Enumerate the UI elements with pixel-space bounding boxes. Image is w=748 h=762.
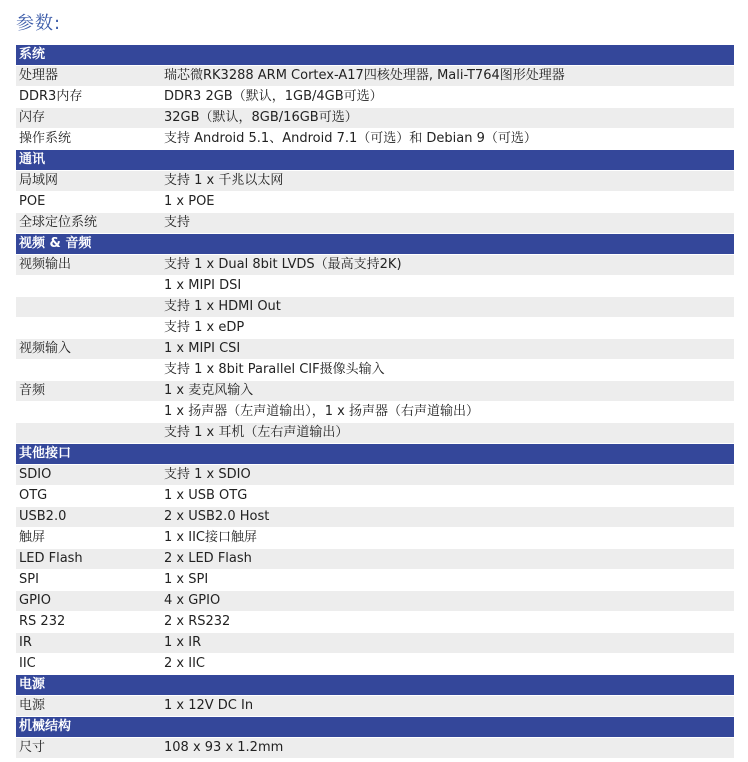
spec-key: OTG [19, 488, 48, 503]
spec-key: USB2.0 [19, 509, 67, 524]
spec-value: 支持 1 x Dual 8bit LVDS（最高支持2K) [164, 257, 402, 272]
spec-value: 1 x 扬声器（左声道输出），1 x 扬声器（右声道输出） [164, 404, 479, 419]
spec-value: 支持 1 x 耳机（左右声道输出） [164, 425, 349, 440]
spec-key: POE [19, 194, 46, 209]
spec-value: 1 x MIPI CSI [164, 341, 241, 356]
section-header: 电源 [16, 675, 734, 696]
table-row [16, 507, 734, 528]
spec-value: 1 x MIPI DSI [164, 278, 242, 293]
section-header: 机械结构 [16, 717, 734, 738]
spec-value: 1 x IIC接口触屏 [164, 530, 257, 545]
spec-key: 触屏 [19, 530, 46, 545]
spec-value: 1 x 麦克风输入 [164, 383, 254, 398]
spec-value: 1 x USB OTG [164, 488, 248, 503]
spec-value: 2 x LED Flash [164, 551, 252, 566]
section-header: 其他接口 [16, 444, 734, 465]
table-row [16, 486, 734, 507]
spec-value: 支持 1 x eDP [164, 320, 245, 335]
table-row [16, 192, 734, 213]
spec-value: 2 x IIC [164, 656, 205, 671]
table-row [16, 318, 734, 339]
spec-key: RS 232 [19, 614, 66, 629]
table-row [16, 360, 734, 381]
spec-value: 支持 [164, 215, 191, 230]
table-row [16, 402, 734, 423]
table-row [16, 171, 734, 192]
table-row [16, 738, 734, 759]
section-header: 系统 [16, 45, 734, 66]
table-row [16, 465, 734, 486]
spec-value: 1 x POE [164, 194, 215, 209]
table-row [16, 612, 734, 633]
spec-value: 支持 1 x 8bit Parallel CIF摄像头输入 [164, 362, 385, 377]
table-row [16, 66, 734, 87]
spec-value: DDR3 2GB（默认，1GB/4GB可选） [164, 89, 383, 104]
spec-value: 108 x 93 x 1.2mm [164, 740, 284, 755]
table-row [16, 633, 734, 654]
spec-key: 视频输入 [19, 341, 72, 356]
spec-value: 1 x SPI [164, 572, 209, 587]
table-row [16, 276, 734, 297]
spec-key: 闪存 [19, 110, 46, 125]
spec-key: 操作系统 [19, 131, 72, 146]
spec-value: 支持 1 x SDIO [164, 467, 251, 482]
table-row [16, 213, 734, 234]
table-row [16, 129, 734, 150]
spec-value: 瑞芯微RK3288 ARM Cortex-A17四核处理器, Mali-T764图形处理器 [164, 68, 565, 83]
spec-table [16, 45, 734, 759]
spec-key: SDIO [19, 467, 52, 482]
section-header: 通讯 [16, 150, 734, 171]
spec-value: 支持 1 x 千兆以太网 [164, 173, 284, 188]
spec-value: 2 x USB2.0 Host [164, 509, 270, 524]
table-row [16, 339, 734, 360]
table-row [16, 654, 734, 675]
spec-key: GPIO [19, 593, 51, 608]
spec-key: SPI [19, 572, 39, 587]
spec-key: 局域网 [19, 173, 59, 188]
spec-key: IIC [19, 656, 36, 671]
spec-value: 4 x GPIO [164, 593, 221, 608]
table-row [16, 549, 734, 570]
spec-value: 1 x 12V DC In [164, 698, 254, 713]
table-row [16, 297, 734, 318]
table-row [16, 423, 734, 444]
spec-key: 电源 [19, 698, 46, 713]
table-row [16, 255, 734, 276]
spec-key: 处理器 [19, 68, 59, 83]
table-row [16, 570, 734, 591]
spec-value: 支持 1 x HDMI Out [164, 299, 281, 314]
spec-key: IR [19, 635, 32, 650]
spec-key: DDR3内存 [19, 89, 83, 104]
spec-value: 2 x RS232 [164, 614, 231, 629]
table-row [16, 381, 734, 402]
spec-key: 视频输出 [19, 257, 72, 272]
spec-value: 1 x IR [164, 635, 202, 650]
table-row [16, 108, 734, 129]
spec-key: 尺寸 [19, 740, 46, 755]
spec-key: 全球定位系统 [19, 215, 98, 230]
section-header: 视频 & 音频 [16, 234, 734, 255]
spec-key: LED Flash [19, 551, 83, 566]
spec-key: 音频 [19, 383, 46, 398]
spec-value: 32GB（默认，8GB/16GB可选） [164, 110, 358, 125]
page-title: 参数: [16, 13, 62, 34]
table-row [16, 87, 734, 108]
spec-value: 支持 Android 5.1、Android 7.1（可选）和 Debian 9（可选） [164, 131, 537, 146]
table-row [16, 528, 734, 549]
table-row [16, 696, 734, 717]
table-row [16, 591, 734, 612]
